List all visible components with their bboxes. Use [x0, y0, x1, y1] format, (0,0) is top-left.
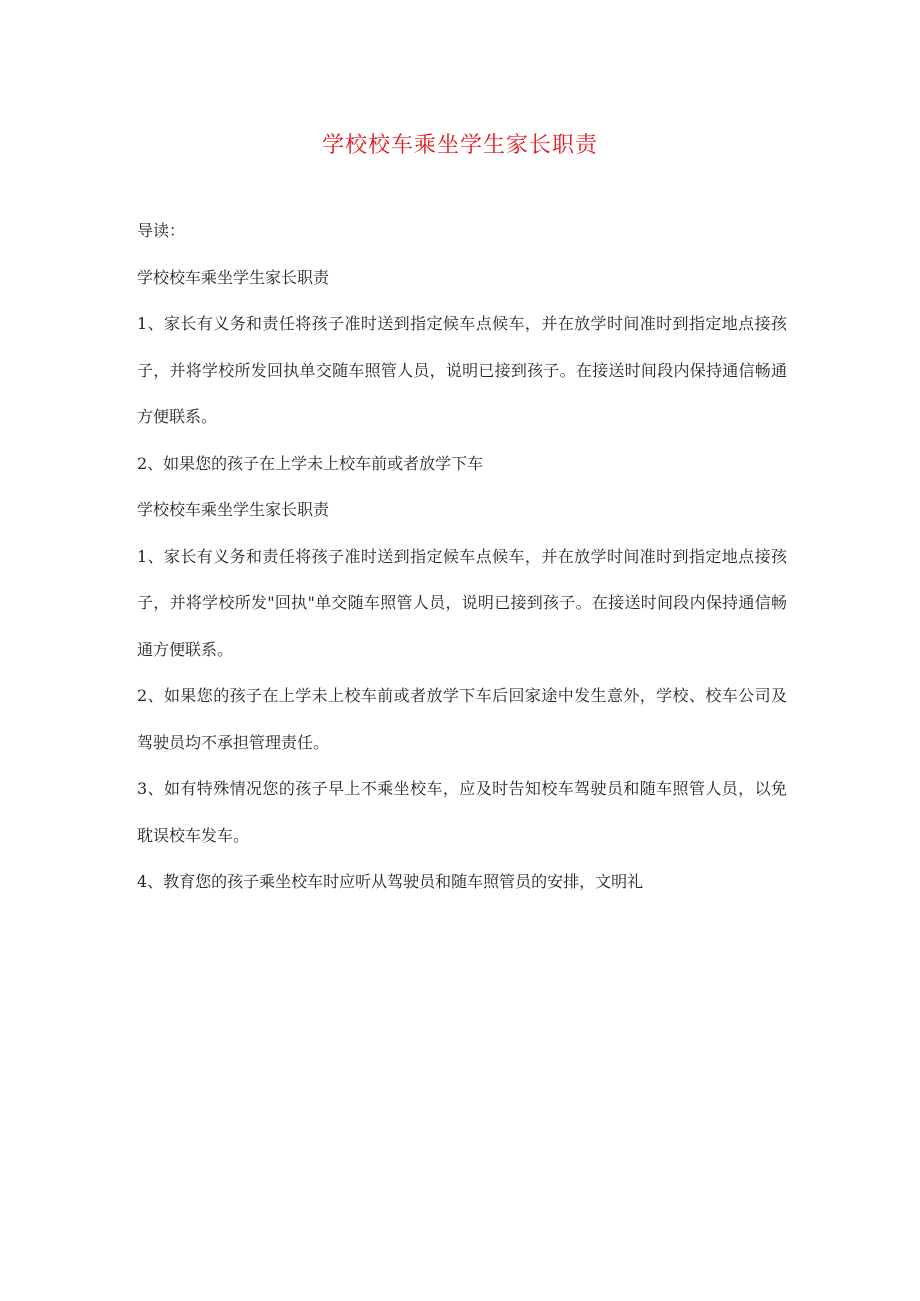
paragraph-4: 2、如果您的孩子在上学未上校车前或者放学下车后回家途中发生意外，学校、校车公司及驾驶员均不承担管理责任。: [137, 686, 787, 752]
paragraph-3: 1、家长有义务和责任将孩子准时送到指定候车点候车，并在放学时间准时到指定地点接孩子，并将学校所发"回执"单交随车照管人员，说明已接到孩子。在接送时间段内保持通信畅通方便联系。: [137, 546, 787, 659]
section-heading-1: 学校校车乘坐学生家长职责: [137, 267, 330, 287]
section-heading-2: 学校校车乘坐学生家长职责: [137, 500, 330, 519]
document-title: 学校校车乘坐学生家长职责: [321, 133, 598, 158]
paragraph-2: 2、如果您的孩子在上学未上校车前或者放学下车: [137, 453, 484, 473]
document-body: [137, 208, 787, 906]
paragraph-6: 4、教育您的孩子乘坐校车时应听从驾驶员和随车照管员的安排，文明礼: [137, 872, 644, 891]
paragraph-5: 3、如有特殊情况您的孩子早上不乘坐校车，应及时告知校车驾驶员和随车照管人员，以免耽误校车发车。: [137, 779, 787, 845]
intro-label: 导读：: [137, 221, 186, 240]
paragraph-1: 1、家长有义务和责任将孩子准时送到指定候车点候车，并在放学时间准时到指定地点接孩子，并将学校所发回执单交随车照管人员，说明已接到孩子。在接送时间段内保持通信畅通方便联系。: [137, 314, 787, 426]
